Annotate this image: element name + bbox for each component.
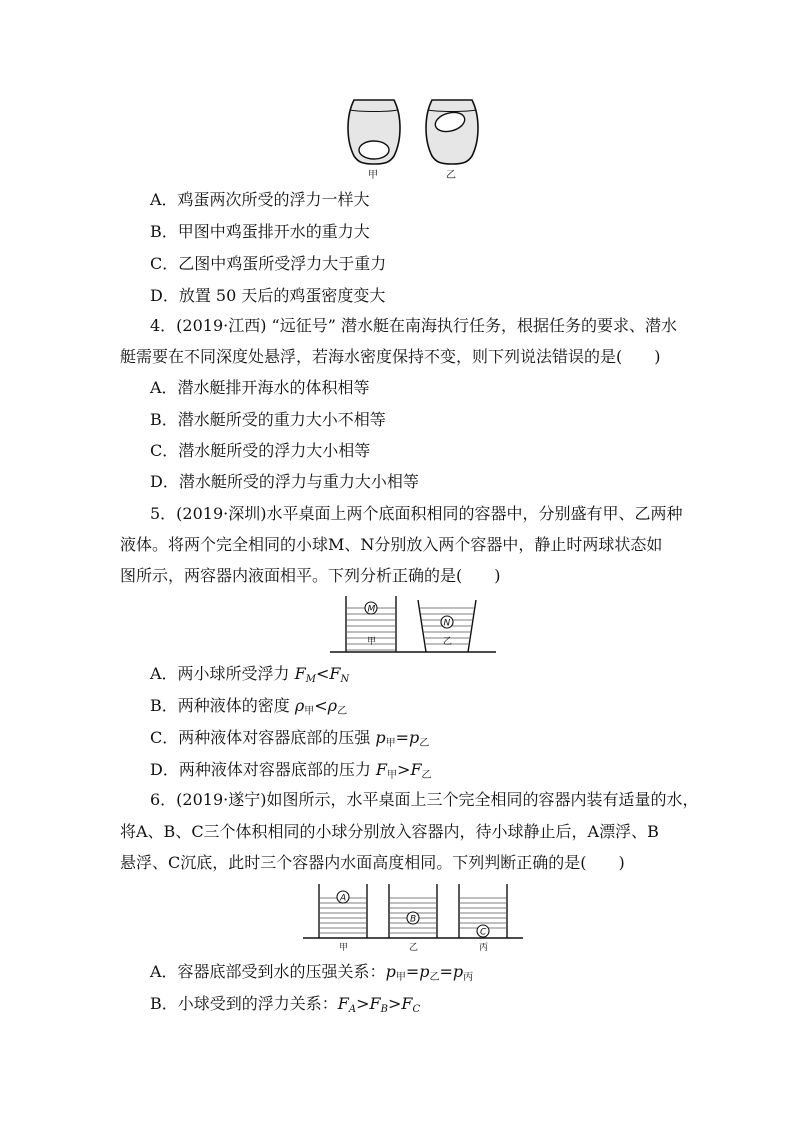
ball-c-label: C (480, 927, 487, 938)
q4-option-d: D．潜水艇所受的浮力与重力大小相等 (150, 472, 419, 491)
q5-stem-line2: 液体。将两个完全相同的小球M、N分别放入两个容器中，静止时两球状态如 (120, 535, 663, 554)
ball-n-label: N (443, 618, 451, 629)
q4-option-c: C．潜水艇所受的浮力大小相等 (150, 441, 371, 460)
q4-option-b: B．潜水艇所受的重力大小不相等 (150, 410, 386, 429)
q5-label-left: 甲 (367, 637, 377, 647)
q6-containers-figure (303, 880, 523, 952)
q5-stem-line1: 5．(2019·深圳)水平桌面上两个底面积相同的容器中，分别盛有甲、乙两种 (150, 504, 683, 523)
q5-option-a: A．两小球所受浮力 $F_M<F_N$ (150, 664, 350, 685)
q4-option-a: A．潜水艇排开海水的体积相等 (150, 378, 370, 397)
q4-stem-line1: 4．(2019·江西) “远征号” 潜水艇在南海执行任务，根据任务的要求、潜水 (150, 316, 678, 335)
q5-label-right: 乙 (443, 637, 453, 647)
q6-option-a: A．容器底部受到水的压强关系：$p_甲=p_乙=p_丙$ (150, 962, 474, 983)
egg-label-right: 乙 (446, 170, 456, 181)
right-glass (426, 100, 478, 164)
q3-option-a: A．鸡蛋两次所受的浮力一样大 (150, 190, 370, 209)
q6-stem-line1: 6．(2019·遂宁)如图所示，水平桌面上三个完全相同的容器内装有适量的水， (150, 790, 699, 809)
egg-label-left: 甲 (368, 170, 378, 181)
q6-option-b: B．小球受到的浮力关系：$F_A>F_B>F_C$ (150, 994, 421, 1015)
q6-label-2: 乙 (409, 943, 419, 953)
q6-stem-line2: 将A、B、C三个体积相同的小球分别放入容器内，待小球静止后，A漂浮、B (120, 822, 659, 841)
ball-b-label: B (410, 914, 417, 925)
q3-option-b: B．甲图中鸡蛋排开水的重力大 (150, 222, 370, 241)
q5-option-b: B．两种液体的密度 $\rho_甲<\rho_乙$ (150, 696, 348, 717)
ball-a-label: A (340, 893, 347, 904)
q3-option-d: D．放置 50 天后的鸡蛋密度变大 (150, 286, 386, 305)
q6-label-3: 丙 (479, 943, 489, 953)
q6-stem-line3: 悬浮、C沉底，此时三个容器内水面高度相同。下列判断正确的是( ) (120, 853, 625, 872)
q5-option-c: C．两种液体对容器底部的压强 $p_甲=p_乙$ (150, 728, 430, 749)
q4-stem-line2: 艇需要在不同深度处悬浮，若海水密度保持不变，则下列说法错误的是( ) (120, 347, 661, 366)
q5-containers-figure (330, 594, 496, 656)
q3-option-c: C．乙图中鸡蛋所受浮力大于重力 (150, 254, 387, 273)
egg-glasses-figure (340, 96, 490, 182)
left-egg (359, 141, 389, 159)
q5-option-d: D．两种液体对容器底部的压力 $F_甲>F_乙$ (150, 760, 432, 781)
ball-m-label: M (367, 604, 376, 615)
q6-label-1: 甲 (339, 943, 349, 953)
q5-stem-line3: 图所示，两容器内液面相平。下列分析正确的是( ) (120, 566, 501, 585)
